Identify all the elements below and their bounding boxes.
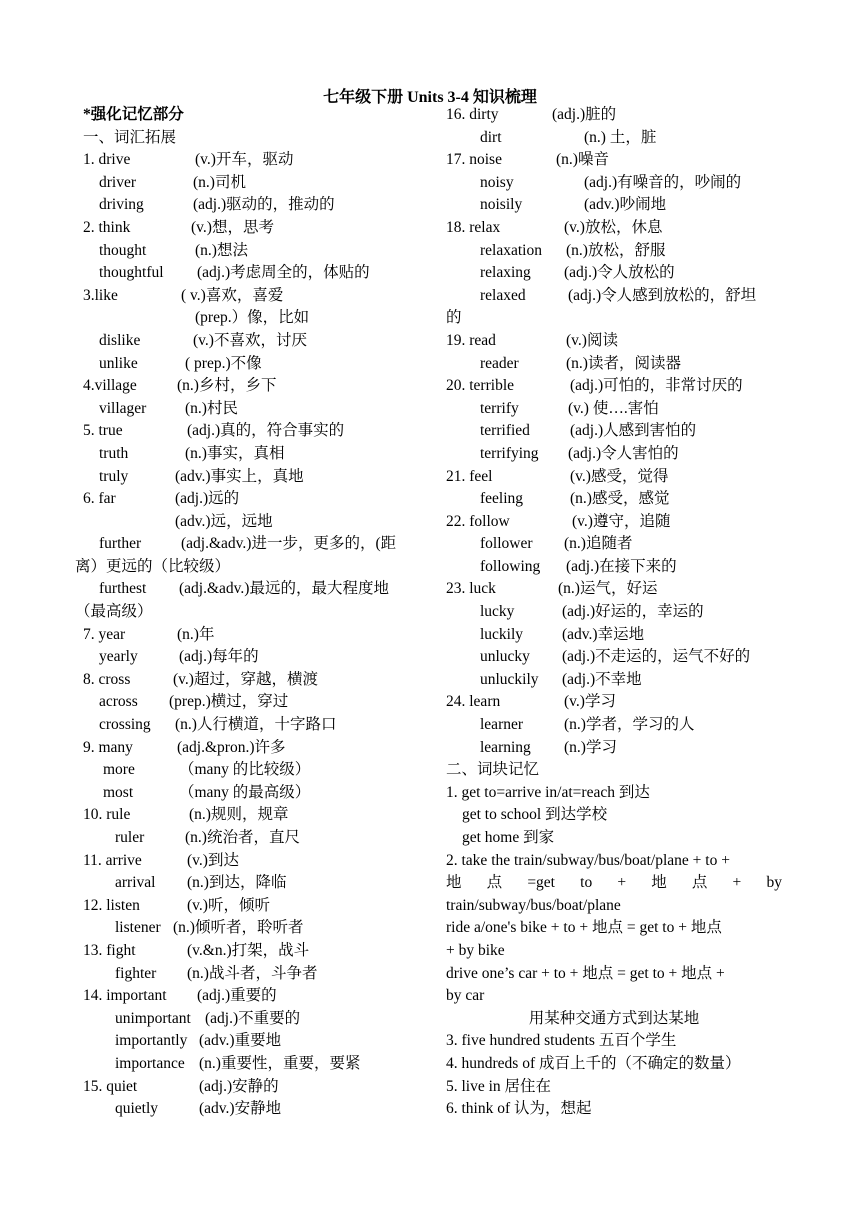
vocab-entry <box>83 488 423 511</box>
vocab-entry <box>446 691 782 714</box>
vocab-entry <box>446 533 782 556</box>
vocab-word: learner <box>480 716 524 734</box>
vocab-definition: (adj.)每年的 <box>179 648 259 666</box>
vocab-word: unimportant <box>115 1009 191 1027</box>
vocab-entry <box>446 669 782 692</box>
phrase-line-text: ride a/one's bike + to + 地点 = get to + 地点 <box>446 919 722 937</box>
vocab-entry <box>446 353 782 376</box>
vocab-word: unlike <box>99 354 138 372</box>
phrase-line <box>446 985 782 1008</box>
vocab-entry <box>446 420 782 443</box>
vocab-definition: ( prep.)不像 <box>185 354 262 372</box>
vocab-word: 16. dirty <box>446 106 499 123</box>
phrase-line-text: 2. take the train/subway/bus/boat/plane + to + <box>446 851 730 869</box>
vocab-entry <box>75 601 423 624</box>
phrase-token: + <box>617 874 627 892</box>
vocab-definition: (v.)不喜欢，讨厌 <box>193 331 307 349</box>
vocab-definition: (adj.)重要的 <box>197 987 277 1005</box>
vocab-word: learning <box>480 738 531 756</box>
vocab-word: 5. true <box>83 422 123 440</box>
vocab-entry <box>83 375 423 398</box>
vocab-word: reader <box>480 354 519 372</box>
vocab-entry <box>446 149 782 172</box>
vocab-definition: (adj.)有噪音的，吵闹的 <box>584 173 742 191</box>
vocab-entry <box>83 624 423 647</box>
vocab-word: terrify <box>480 399 519 417</box>
section-title-phrases <box>446 759 782 782</box>
vocab-definition: (n.)人行横道，十字路口 <box>175 716 337 734</box>
vocab-definition: (v.)开车，驱动 <box>195 151 294 169</box>
vocab-definition: (adv.)重要地 <box>199 1032 282 1050</box>
vocab-word: fighter <box>115 964 157 982</box>
vocab-entry <box>83 533 423 556</box>
section-title-phrases-text: 二、词块记忆 <box>446 761 540 779</box>
phrase-line-text: get to school 到达学校 <box>462 806 608 824</box>
vocab-entry <box>83 307 423 330</box>
vocab-entry <box>83 940 423 963</box>
vocab-word: truly <box>99 467 129 485</box>
vocab-definition: (v.)学习 <box>564 693 616 711</box>
vocab-definition: (adv.)事实上，真地 <box>175 467 304 485</box>
vocab-definition: (adj.)好运的，幸运的 <box>562 603 704 621</box>
vocab-entry <box>446 217 782 240</box>
phrase-line <box>446 917 782 940</box>
vocab-word: lucky <box>480 603 515 621</box>
phrase-token: to <box>580 874 593 892</box>
vocab-word: 18. relax <box>446 218 501 236</box>
vocab-definition: （many 的比较级） <box>179 761 311 779</box>
vocab-definition: (n.)乡村，乡下 <box>177 377 277 395</box>
vocab-word: 12. listen <box>83 896 140 914</box>
vocab-definition: (adj.)远的 <box>175 490 240 508</box>
vocab-definition: (adj.&adv.)最远的，最大程度地 <box>179 580 389 598</box>
phrase-token: by <box>766 874 782 892</box>
vocab-word: quietly <box>115 1100 159 1118</box>
vocab-entry <box>83 669 423 692</box>
vocab-entry <box>446 511 782 534</box>
phrase-line-text: 6. think of 认为，想起 <box>446 1100 592 1118</box>
vocab-word: 24. learn <box>446 693 501 711</box>
vocab-word: 19. read <box>446 331 496 349</box>
vocab-word: 15. quiet <box>83 1077 138 1095</box>
vocab-word: luckily <box>480 625 524 643</box>
phrase-token: =get <box>527 874 555 892</box>
vocab-definition: (n.)想法 <box>195 241 248 259</box>
vocab-word: 11. arrive <box>83 851 142 869</box>
vocab-entry <box>83 895 423 918</box>
phrase-summary <box>446 1008 782 1031</box>
vocab-entry <box>83 917 423 940</box>
vocab-word: 9. many <box>83 738 133 756</box>
phrase-line <box>446 782 782 805</box>
phrase-line <box>446 850 782 873</box>
phrase-line <box>446 1053 782 1076</box>
vocab-definition: (prep.）像，比如 <box>195 309 310 327</box>
vocab-entry <box>83 827 423 850</box>
vocab-word: across <box>99 693 138 711</box>
vocab-entry <box>83 420 423 443</box>
vocab-entry <box>75 556 423 579</box>
vocab-word: dislike <box>99 331 141 349</box>
vocab-definition: (n.)感受，感觉 <box>570 490 670 508</box>
phrase-summary-text: 用某种交通方式到达某地 <box>528 1009 700 1027</box>
vocab-definition: (adj.)令人感到放松的，舒坦 <box>568 286 757 304</box>
vocab-word: 14. important <box>83 987 167 1005</box>
vocab-entry <box>446 556 782 579</box>
vocab-entry <box>83 759 423 782</box>
vocab-entry <box>83 194 423 217</box>
phrase-line <box>446 804 782 827</box>
vocab-definition: (v.)阅读 <box>566 331 618 349</box>
vocab-definition: (n.)噪音 <box>556 151 609 169</box>
vocab-word: driver <box>99 173 137 191</box>
vocab-entry <box>83 646 423 669</box>
vocab-definition: （many 的最高级） <box>179 783 311 801</box>
vocab-entry <box>83 285 423 308</box>
vocab-definition: (adj.)在接下来的 <box>566 557 677 575</box>
vocab-entry <box>83 985 423 1008</box>
vocab-entry <box>83 466 423 489</box>
vocab-definition: (adj.)可怕的，非常讨厌的 <box>570 377 743 395</box>
phrase-token: 点 <box>486 874 503 892</box>
section-header: *强化记忆部分 <box>83 106 184 123</box>
vocab-definition: (adj.)驱动的，推动的 <box>193 196 335 214</box>
vocab-entry <box>83 330 423 353</box>
vocab-entry <box>83 1008 423 1031</box>
vocab-definition: (n.)规则，规章 <box>189 806 289 824</box>
vocab-word: 13. fight <box>83 941 136 959</box>
vocab-entry <box>446 601 782 624</box>
vocab-word: 3.like <box>83 286 118 304</box>
vocab-definition: (adj.)人感到害怕的 <box>570 422 697 440</box>
vocab-entry <box>446 172 782 195</box>
vocab-entry <box>446 466 782 489</box>
vocab-definition: (v.)超过，穿越，横渡 <box>173 670 318 688</box>
vocab-definition: (adj.)脏的 <box>552 106 617 123</box>
vocab-definition: (n.)到达，降临 <box>187 874 287 892</box>
vocab-entry <box>446 330 782 353</box>
vocab-definition: (adj.&adv.)进一步，更多的，(距 <box>181 535 397 553</box>
phrase-line <box>446 827 782 850</box>
vocab-word: thoughtful <box>99 264 164 282</box>
vocab-definition: (n.)重要性，重要，要紧 <box>199 1054 361 1072</box>
vocab-definition: (v.)想，思考 <box>191 218 274 236</box>
vocab-entry <box>83 240 423 263</box>
vocab-word: following <box>480 557 541 575</box>
left-column <box>75 104 423 1121</box>
vocab-word: noisy <box>480 173 514 191</box>
vocab-definition: (adv.)吵闹地 <box>584 196 667 214</box>
vocab-word: yearly <box>99 648 138 666</box>
vocab-entry <box>446 240 782 263</box>
vocab-entry <box>446 646 782 669</box>
phrase-token: + <box>732 874 742 892</box>
vocab-entry <box>83 691 423 714</box>
vocab-definition: (prep.)横过，穿过 <box>169 693 289 711</box>
phrase-line-text: 5. live in 居住在 <box>446 1077 552 1095</box>
phrase-line <box>446 963 782 986</box>
vocab-entry <box>83 353 423 376</box>
vocab-entry <box>446 714 782 737</box>
vocab-entry <box>83 1098 423 1121</box>
vocab-word: crossing <box>99 716 151 734</box>
vocab-entry <box>83 1076 423 1099</box>
phrase-line <box>446 940 782 963</box>
vocab-word: 21. feel <box>446 467 493 485</box>
vocab-definition: (n.)统治者，直尺 <box>185 829 300 846</box>
vocab-entry <box>83 714 423 737</box>
vocab-word: follower <box>480 535 533 553</box>
vocab-entry <box>83 578 423 601</box>
vocab-definition: (v.&n.)打架，战斗 <box>187 941 310 959</box>
phrase-token: 点 <box>691 874 708 892</box>
vocab-definition: ( v.)喜欢，喜爱 <box>181 286 284 304</box>
vocab-word: terrified <box>480 422 530 440</box>
vocab-definition: (n.)学者，学习的人 <box>564 716 695 734</box>
vocab-definition: (v.)听，倾听 <box>187 896 270 914</box>
vocab-entry <box>446 285 782 308</box>
vocab-entry <box>446 443 782 466</box>
vocab-word: 的 <box>446 309 462 327</box>
vocab-word: 4.village <box>83 377 137 395</box>
vocab-definition: (adj.)不幸地 <box>562 670 642 688</box>
vocab-word: ruler <box>115 829 145 846</box>
vocab-entry <box>83 511 423 534</box>
vocab-entry <box>446 398 782 421</box>
vocab-entry <box>446 737 782 760</box>
vocab-definition: (adj.)令人放松的 <box>564 264 675 282</box>
phrase-token: 地 <box>446 874 462 892</box>
phrase-line <box>446 895 782 918</box>
vocab-entry <box>83 398 423 421</box>
phrase-line <box>446 1030 782 1053</box>
vocab-definition: (adj.)不重要的 <box>205 1009 301 1027</box>
vocab-entry <box>83 963 423 986</box>
vocab-definition: (adj.)不走运的，运气不好的 <box>562 648 751 666</box>
vocab-word: noisily <box>480 196 523 214</box>
vocab-word: villager <box>99 399 147 417</box>
vocab-entry <box>446 262 782 285</box>
section-title-vocab: 一、词汇拓展 <box>83 128 177 146</box>
vocab-definition: (n.)读者，阅读器 <box>566 354 681 372</box>
vocab-definition: (v.)感受，觉得 <box>570 467 669 485</box>
vocab-definition: (adj.&pron.)许多 <box>177 738 286 756</box>
vocab-definition: (v.) 使….害怕 <box>568 399 659 417</box>
vocab-word: dirt <box>480 128 502 146</box>
vocab-entry <box>83 872 423 895</box>
vocab-entry <box>446 104 782 127</box>
vocab-word: thought <box>99 241 147 259</box>
vocab-word: driving <box>99 196 144 214</box>
vocab-definition: (adj.)真的，符合事实的 <box>187 422 345 440</box>
vocab-word: feeling <box>480 490 524 508</box>
vocab-entry <box>83 804 423 827</box>
vocab-word: 23. luck <box>446 580 496 598</box>
vocab-entry <box>83 262 423 285</box>
vocab-word: 22. follow <box>446 512 510 530</box>
phrase-line-text: get home 到家 <box>462 829 555 846</box>
vocab-word: 6. far <box>83 490 116 508</box>
phrase-line-text: by car <box>446 987 485 1005</box>
vocab-definition: (n.)村民 <box>185 399 238 417</box>
vocab-entry <box>446 307 782 330</box>
vocab-entry <box>83 1053 423 1076</box>
vocab-word: 17. noise <box>446 151 502 169</box>
document-title: 七年级下册 Units 3-4 知识梳理 <box>323 89 537 106</box>
phrase-token: 地 <box>651 874 667 892</box>
vocab-word: 10. rule <box>83 806 131 824</box>
vocab-entry <box>83 217 423 240</box>
vocab-definition: (adv.)幸运地 <box>562 625 645 643</box>
phrase-line-text: 1. get to=arrive in/at=reach 到达 <box>446 783 650 801</box>
vocab-definition: (adj.)考虑周全的，体贴的 <box>197 264 370 282</box>
vocab-word: terrifying <box>480 444 539 462</box>
vocab-definition: (adv.)安静地 <box>199 1100 282 1118</box>
vocab-definition: (n.)事实，真相 <box>185 444 285 462</box>
phrase-line-text: + by bike <box>446 941 505 959</box>
vocab-word: 8. cross <box>83 670 131 688</box>
vocab-definition: (n.)司机 <box>193 173 246 191</box>
vocab-word: relaxation <box>480 241 542 259</box>
vocab-definition: (adj.)安静的 <box>199 1077 279 1095</box>
vocab-entry <box>83 737 423 760</box>
vocab-definition: (n.)放松，舒服 <box>566 241 666 259</box>
right-column <box>446 104 782 1121</box>
vocab-definition: (n.)年 <box>177 625 215 643</box>
phrase-line-text: 3. five hundred students 五百个学生 <box>446 1032 677 1050</box>
vocab-word: further <box>99 535 142 553</box>
vocab-word: arrival <box>115 874 156 892</box>
vocab-entry <box>446 624 782 647</box>
vocab-definition: (n.)战斗者，斗争者 <box>187 964 318 982</box>
vocab-entry <box>446 194 782 217</box>
phrase-line <box>446 1076 782 1099</box>
phrase-line <box>446 1098 782 1121</box>
vocab-entry <box>83 149 423 172</box>
vocab-entry <box>83 850 423 873</box>
vocab-definition: (n.) 土，脏 <box>584 128 657 146</box>
vocab-entry <box>446 578 782 601</box>
vocab-entry <box>446 488 782 511</box>
vocab-word: 2. think <box>83 218 131 236</box>
vocab-word: truth <box>99 444 129 462</box>
vocab-word: 7. year <box>83 625 126 643</box>
vocab-definition: (adv.)远，远地 <box>175 512 273 530</box>
phrase-line-text: drive one’s car + to + 地点 = get to + 地点 + <box>446 964 725 982</box>
vocab-word: unluckily <box>480 670 539 688</box>
vocab-entry <box>446 375 782 398</box>
vocab-word: listener <box>115 919 161 937</box>
vocab-entry <box>446 127 782 150</box>
vocab-definition: (adj.)令人害怕的 <box>568 444 679 462</box>
phrase-line-text: 4. hundreds of 成百上千的（不确定的数量） <box>446 1054 741 1072</box>
vocab-word: 1. drive <box>83 151 131 169</box>
vocab-definition: (n.)学习 <box>564 738 617 756</box>
vocab-word: most <box>103 783 134 801</box>
vocab-entry <box>83 782 423 805</box>
vocab-word: 20. terrible <box>446 377 515 395</box>
phrase-line <box>446 872 782 895</box>
vocab-word: unlucky <box>480 648 530 666</box>
vocab-word: relaxed <box>480 286 526 304</box>
vocab-definition: (n.)倾听者，聆听者 <box>173 919 304 937</box>
vocab-entry <box>83 1030 423 1053</box>
phrase-line-text: train/subway/bus/boat/plane <box>446 896 621 914</box>
vocab-word: more <box>103 761 135 779</box>
vocab-definition: (v.)放松，休息 <box>564 218 663 236</box>
vocab-definition: (v.)遵守，追随 <box>572 512 671 530</box>
vocab-entry <box>83 443 423 466</box>
vocab-definition: (n.)运气，好运 <box>558 580 658 598</box>
vocab-word: furthest <box>99 580 147 598</box>
vocab-word: 离）更远的（比较级） <box>75 557 231 575</box>
vocab-word: importance <box>115 1054 185 1072</box>
vocab-word: relaxing <box>480 264 531 282</box>
vocab-word: importantly <box>115 1032 188 1050</box>
vocab-definition: (n.)追随者 <box>564 535 633 553</box>
vocab-word: （最高级） <box>75 603 153 621</box>
vocab-entry <box>83 172 423 195</box>
vocab-definition: (v.)到达 <box>187 851 239 869</box>
